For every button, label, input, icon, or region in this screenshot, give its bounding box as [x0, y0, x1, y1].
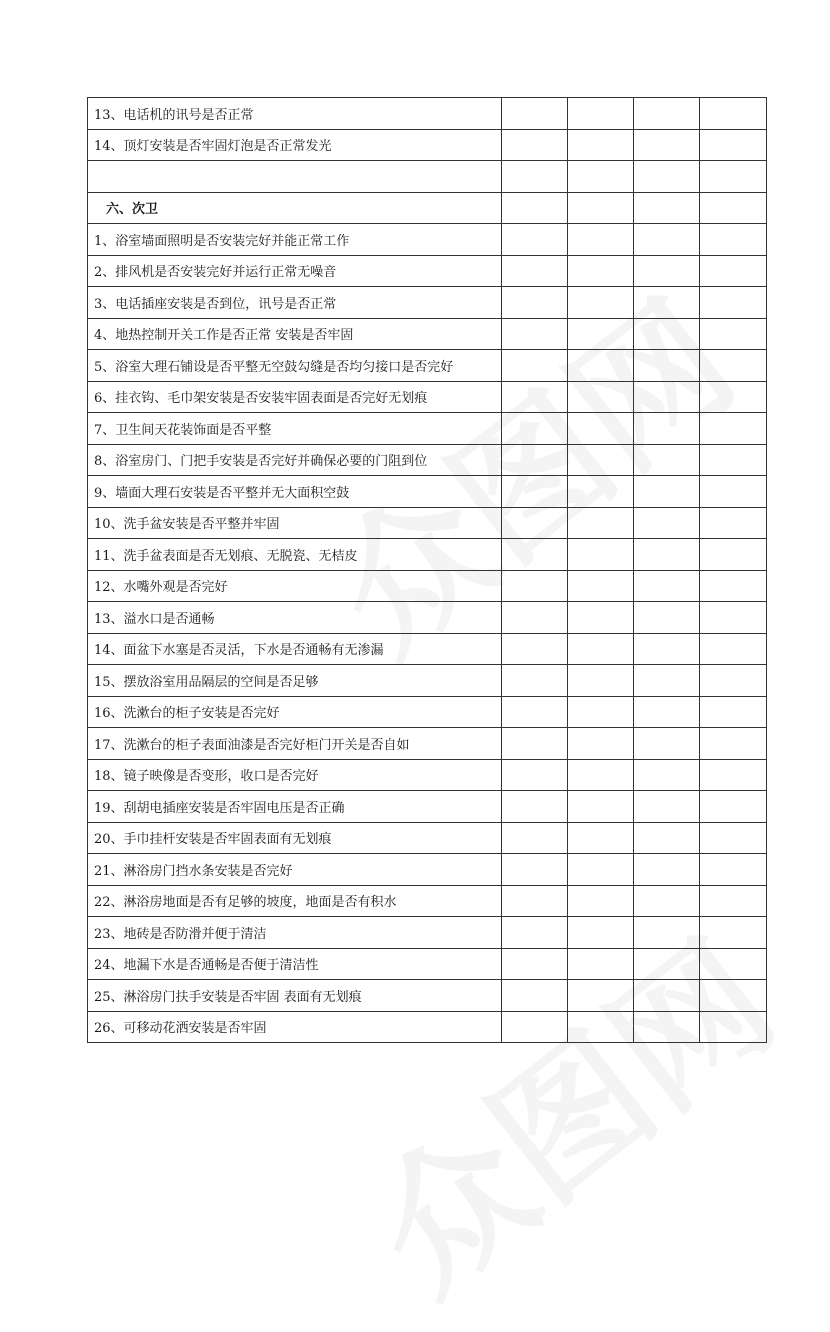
check-cell[interactable]	[502, 1011, 568, 1043]
check-item-text: 12、水嘴外观是否完好	[88, 570, 502, 602]
check-cell[interactable]	[634, 665, 700, 697]
check-item-text: 17、洗漱台的柜子表面油漆是否完好柜门开关是否自如	[88, 728, 502, 760]
checklist-row	[88, 759, 767, 791]
check-item-text: 26、可移动花洒安装是否牢固	[88, 1011, 502, 1043]
check-item-text: 20、手巾挂杆安装是否牢固表面有无划痕	[88, 822, 502, 854]
checklist-row	[88, 318, 767, 350]
check-item-text: 2、排风机是否安装完好并运行正常无噪音	[88, 255, 502, 287]
check-item-text: 24、地漏下水是否通畅是否便于清洁性	[88, 948, 502, 980]
check-cell[interactable]	[634, 791, 700, 823]
check-cell[interactable]	[568, 287, 634, 319]
checklist-row	[88, 381, 767, 413]
checklist-row	[88, 948, 767, 980]
check-cell[interactable]	[502, 602, 568, 634]
check-cell[interactable]	[502, 791, 568, 823]
check-cell[interactable]	[502, 633, 568, 665]
check-item-text: 13、电话机的讯号是否正常	[88, 98, 502, 130]
check-cell[interactable]	[568, 633, 634, 665]
check-cell[interactable]	[502, 98, 568, 130]
check-item-text: 23、地砖是否防滑并便于清洁	[88, 917, 502, 949]
check-cell[interactable]	[568, 476, 634, 508]
check-cell[interactable]	[502, 287, 568, 319]
check-cell[interactable]	[700, 129, 767, 161]
checklist-row	[88, 413, 767, 445]
checklist-row	[88, 224, 767, 256]
check-item-text	[88, 161, 502, 193]
check-cell[interactable]	[634, 917, 700, 949]
check-cell[interactable]	[568, 917, 634, 949]
check-cell[interactable]	[700, 885, 767, 917]
check-cell[interactable]	[634, 98, 700, 130]
check-cell[interactable]	[634, 381, 700, 413]
check-cell[interactable]	[502, 255, 568, 287]
checklist-row	[88, 602, 767, 634]
check-cell[interactable]	[634, 444, 700, 476]
check-cell[interactable]	[568, 224, 634, 256]
check-cell[interactable]	[700, 633, 767, 665]
checklist-row	[88, 980, 767, 1012]
check-cell[interactable]	[502, 539, 568, 571]
section-header-row	[88, 192, 767, 224]
check-cell[interactable]	[634, 318, 700, 350]
check-cell[interactable]	[634, 413, 700, 445]
check-cell[interactable]	[568, 948, 634, 980]
inspection-checklist-table	[87, 97, 767, 1043]
check-cell[interactable]	[634, 822, 700, 854]
checklist-row	[88, 822, 767, 854]
check-cell[interactable]	[502, 854, 568, 886]
check-cell[interactable]	[568, 507, 634, 539]
check-cell[interactable]	[568, 444, 634, 476]
checklist-row	[88, 444, 767, 476]
check-cell[interactable]	[634, 633, 700, 665]
check-cell[interactable]	[502, 665, 568, 697]
check-cell[interactable]	[634, 1011, 700, 1043]
check-cell[interactable]	[568, 791, 634, 823]
checklist-row	[88, 696, 767, 728]
check-item-text: 25、淋浴房门扶手安装是否牢固 表面有无划痕	[88, 980, 502, 1012]
check-cell[interactable]	[502, 413, 568, 445]
check-cell[interactable]	[700, 539, 767, 571]
check-cell[interactable]	[568, 728, 634, 760]
checklist-row	[88, 98, 767, 130]
check-cell[interactable]	[502, 759, 568, 791]
check-cell[interactable]	[634, 287, 700, 319]
check-cell[interactable]	[700, 413, 767, 445]
checklist-row	[88, 129, 767, 161]
check-item-text: 11、洗手盆表面是否无划痕、无脱瓷、无桔皮	[88, 539, 502, 571]
check-cell[interactable]	[634, 192, 700, 224]
check-cell[interactable]	[700, 822, 767, 854]
check-cell[interactable]	[700, 381, 767, 413]
section-title: 六、次卫	[88, 192, 502, 224]
checklist-row	[88, 350, 767, 382]
checklist-row	[88, 476, 767, 508]
check-cell[interactable]	[568, 885, 634, 917]
check-cell[interactable]	[634, 885, 700, 917]
check-cell[interactable]	[568, 854, 634, 886]
check-item-text: 22、淋浴房地面是否有足够的坡度，地面是否有积水	[88, 885, 502, 917]
check-cell[interactable]	[700, 350, 767, 382]
checklist-row	[88, 791, 767, 823]
check-cell[interactable]	[634, 507, 700, 539]
check-cell[interactable]	[568, 413, 634, 445]
check-cell[interactable]	[502, 444, 568, 476]
check-cell[interactable]	[700, 1011, 767, 1043]
check-cell[interactable]	[568, 192, 634, 224]
check-cell[interactable]	[568, 759, 634, 791]
check-cell[interactable]	[568, 665, 634, 697]
check-cell[interactable]	[700, 665, 767, 697]
check-cell[interactable]	[634, 539, 700, 571]
check-cell[interactable]	[700, 696, 767, 728]
checklist-row	[88, 255, 767, 287]
check-cell[interactable]	[634, 980, 700, 1012]
check-item-text: 14、面盆下水塞是否灵活，下水是否通畅有无渗漏	[88, 633, 502, 665]
check-cell[interactable]	[700, 192, 767, 224]
check-cell[interactable]	[568, 602, 634, 634]
check-item-text: 19、刮胡电插座安装是否牢固电压是否正确	[88, 791, 502, 823]
check-cell[interactable]	[502, 192, 568, 224]
check-cell[interactable]	[502, 381, 568, 413]
check-item-text: 14、顶灯安装是否牢固灯泡是否正常发光	[88, 129, 502, 161]
checklist-row	[88, 728, 767, 760]
check-cell[interactable]	[634, 728, 700, 760]
check-item-text: 5、浴室大理石铺设是否平整无空鼓勾缝是否均匀接口是否完好	[88, 350, 502, 382]
check-cell[interactable]	[502, 696, 568, 728]
checklist-row	[88, 1011, 767, 1043]
check-item-text: 1、浴室墙面照明是否安装完好并能正常工作	[88, 224, 502, 256]
check-cell[interactable]	[568, 1011, 634, 1043]
check-cell[interactable]	[634, 570, 700, 602]
check-cell[interactable]	[700, 224, 767, 256]
check-cell[interactable]	[568, 822, 634, 854]
check-cell[interactable]	[568, 161, 634, 193]
checklist-row	[88, 665, 767, 697]
check-cell[interactable]	[634, 255, 700, 287]
check-cell[interactable]	[700, 255, 767, 287]
check-cell[interactable]	[700, 854, 767, 886]
check-cell[interactable]	[568, 696, 634, 728]
check-cell[interactable]	[568, 980, 634, 1012]
check-cell[interactable]	[502, 570, 568, 602]
check-cell[interactable]	[502, 948, 568, 980]
checklist-row	[88, 539, 767, 571]
check-cell[interactable]	[502, 161, 568, 193]
check-item-text: 18、镜子映像是否变形，收口是否完好	[88, 759, 502, 791]
checklist-row	[88, 161, 767, 193]
check-cell[interactable]	[502, 917, 568, 949]
check-item-text: 16、洗漱台的柜子安装是否完好	[88, 696, 502, 728]
check-cell[interactable]	[634, 224, 700, 256]
check-cell[interactable]	[634, 129, 700, 161]
check-cell[interactable]	[568, 381, 634, 413]
check-cell[interactable]	[502, 476, 568, 508]
check-cell[interactable]	[502, 885, 568, 917]
check-cell[interactable]	[634, 948, 700, 980]
check-item-text: 13、溢水口是否通畅	[88, 602, 502, 634]
check-item-text: 9、墙面大理石安装是否平整并无大面积空鼓	[88, 476, 502, 508]
check-cell[interactable]	[634, 602, 700, 634]
check-cell[interactable]	[700, 948, 767, 980]
check-cell[interactable]	[568, 318, 634, 350]
check-item-text: 21、淋浴房门挡水条安装是否完好	[88, 854, 502, 886]
check-cell[interactable]	[568, 350, 634, 382]
check-cell[interactable]	[502, 318, 568, 350]
check-item-text: 6、挂衣钩、毛巾架安装是否安装牢固表面是否完好无划痕	[88, 381, 502, 413]
check-cell[interactable]	[502, 507, 568, 539]
check-item-text: 7、卫生间天花装饰面是否平整	[88, 413, 502, 445]
check-cell[interactable]	[700, 287, 767, 319]
check-cell[interactable]	[568, 255, 634, 287]
check-cell[interactable]	[568, 98, 634, 130]
check-cell[interactable]	[700, 917, 767, 949]
checklist-row	[88, 570, 767, 602]
check-cell[interactable]	[700, 570, 767, 602]
check-cell[interactable]	[700, 602, 767, 634]
check-cell[interactable]	[502, 350, 568, 382]
check-cell[interactable]	[700, 507, 767, 539]
check-cell[interactable]	[700, 98, 767, 130]
checklist-row	[88, 287, 767, 319]
check-cell[interactable]	[634, 476, 700, 508]
checklist-row	[88, 854, 767, 886]
check-item-text: 15、摆放浴室用品隔层的空间是否足够	[88, 665, 502, 697]
check-cell[interactable]	[502, 129, 568, 161]
check-cell[interactable]	[700, 791, 767, 823]
check-cell[interactable]	[634, 350, 700, 382]
check-cell[interactable]	[700, 759, 767, 791]
check-cell[interactable]	[568, 129, 634, 161]
check-cell[interactable]	[700, 728, 767, 760]
check-cell[interactable]	[700, 318, 767, 350]
check-cell[interactable]	[502, 224, 568, 256]
check-item-text: 10、洗手盆安装是否平整并牢固	[88, 507, 502, 539]
check-cell[interactable]	[502, 728, 568, 760]
check-cell[interactable]	[568, 570, 634, 602]
checklist-row	[88, 885, 767, 917]
checklist-row	[88, 917, 767, 949]
checklist-row	[88, 633, 767, 665]
check-cell[interactable]	[700, 161, 767, 193]
check-cell[interactable]	[634, 759, 700, 791]
check-cell[interactable]	[634, 696, 700, 728]
check-cell[interactable]	[700, 476, 767, 508]
check-cell[interactable]	[700, 980, 767, 1012]
check-cell[interactable]	[634, 161, 700, 193]
check-cell[interactable]	[502, 980, 568, 1012]
check-cell[interactable]	[568, 539, 634, 571]
checklist-row	[88, 507, 767, 539]
check-item-text: 3、电话插座安装是否到位，讯号是否正常	[88, 287, 502, 319]
check-cell[interactable]	[502, 822, 568, 854]
check-cell[interactable]	[634, 854, 700, 886]
check-cell[interactable]	[700, 444, 767, 476]
check-item-text: 4、地热控制开关工作是否正常 安装是否牢固	[88, 318, 502, 350]
check-item-text: 8、浴室房门、门把手安装是否完好并确保必要的门阻到位	[88, 444, 502, 476]
